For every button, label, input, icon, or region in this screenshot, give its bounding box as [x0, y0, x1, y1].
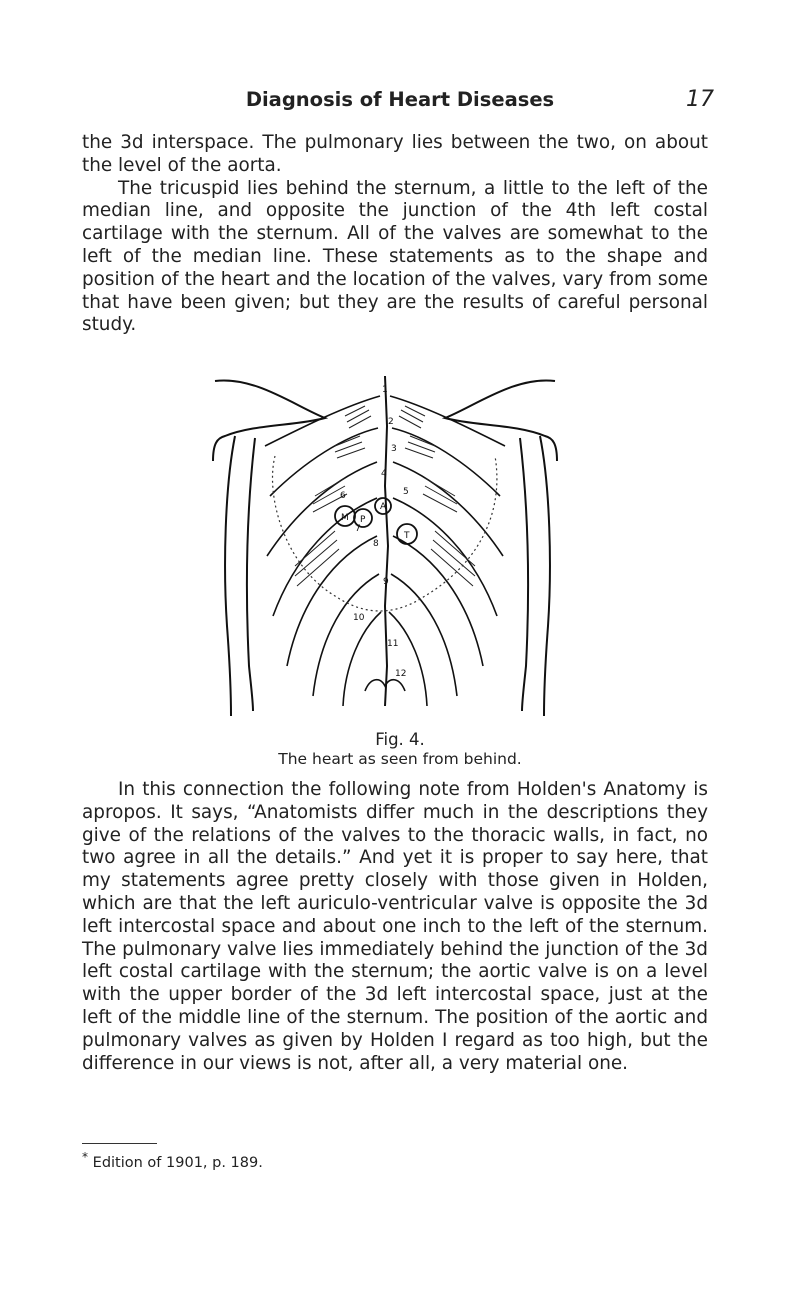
right-clavicle: [445, 380, 557, 461]
label-num: 6: [340, 491, 346, 501]
page-header: [0, 86, 800, 120]
paragraph: In this connection the following note from Holden's Anatomy is apropos. It says, “Anatomists differ much in the descriptions they give of the relations of the valves to the thoracic walls, in fact, no two agree in all the details.” And yet it is proper to say here, that my statements agree pretty closely with those given in Holden, which are that the left auriculo-ventricular valve is opposite the 3d left intercostal space and about one inch to the left of the sternum. The pulmonary valve lies immediately behind the junction of the 3d left costal cartilage with the sternum; the aortic valve is on a level with the upper border of the 3d left intercostal space, just at the left of the middle line of the sternum. The position of the aortic and pulmonary valves as given by Holden I regard as too high, but the difference in our views is not, after all, a very material one.: [82, 779, 708, 1074]
rib-cage-left-inner: [247, 438, 255, 711]
paragraph: the 3d interspace. The pulmonary lies between the two, on about the level of the aorta.: [82, 132, 708, 176]
figure-caption: The heart as seen from behind.: [278, 750, 522, 768]
label-num: 10: [353, 613, 365, 623]
body-text-bottom: [82, 779, 708, 1075]
label-num: 4: [381, 469, 387, 479]
label-valve: M: [341, 513, 349, 523]
rib-cage-left: [225, 436, 235, 716]
footnote: [82, 1150, 263, 1171]
label-valve: A: [380, 502, 387, 512]
figure-label: Fig. 4.: [375, 730, 425, 749]
label-num: 11: [387, 639, 399, 649]
label-num: 5: [403, 487, 409, 497]
page-number: 17: [686, 87, 714, 112]
rib-cage-right: [540, 436, 550, 716]
label-num: 2: [388, 417, 394, 427]
heart-from-behind-illustration: [195, 366, 575, 726]
label-valve: T: [404, 531, 410, 541]
label-num: 9: [383, 577, 389, 587]
footnote-text: Edition of 1901, p. 189.: [92, 1154, 263, 1171]
footnote-marker: *: [82, 1150, 89, 1164]
label-num: 12: [395, 669, 407, 679]
footnote-rule: [82, 1143, 157, 1144]
left-clavicle: [213, 380, 325, 461]
label-num: 8: [373, 539, 379, 549]
rib-cage-right-inner: [520, 438, 528, 711]
label-num: 1: [382, 385, 388, 395]
label-num: 7: [355, 524, 361, 534]
label-valve: P: [360, 515, 366, 525]
label-num: 3: [391, 444, 397, 454]
paragraph: The tricuspid lies behind the sternum, a little to the left of the median line, and opposite the junction of the 4th left costal cartilage with the sternum. All of the valves are somewhat to the left of the median line. These statements as to the shape and position of the heart and the location of the valves, vary from some that have been given; but they are the results of careful personal study.: [82, 177, 708, 336]
running-title: Diagnosis of Heart Diseases: [245, 88, 555, 111]
body-text-top: [82, 132, 708, 337]
